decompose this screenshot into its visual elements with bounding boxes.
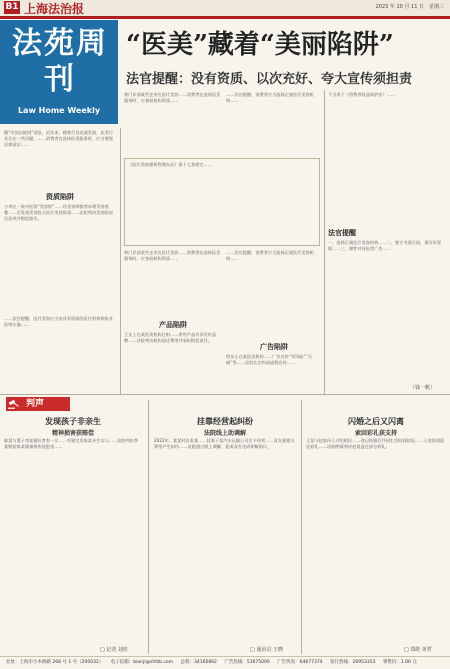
article-text: 小李在一家中医馆“美容院”……经美容师推荐办理美容套餐……后发现美容院无医疗美容资质……法院判决美容院退还款项并赔偿损失。 <box>4 204 113 222</box>
footer-ad-fax: 广告传真：64677374 <box>277 660 323 665</box>
header-rule <box>0 16 450 19</box>
article-text: 不当用于《消费者权益保护法》…… <box>328 92 396 97</box>
article-text: ……法官提醒，消费者应当选择正规医疗美容机构…… <box>226 92 314 104</box>
page-number: B1 <box>5 2 19 12</box>
section-heading-ads: 广告陷阱 <box>260 343 288 351</box>
article-text: 黄门诊部某些企业在医疗美容……消费者在选择医美服务时，应查看机构资质…… <box>124 250 221 262</box>
article-text: ……法官提醒，消费者应当选择正规医疗美容机构…… <box>226 250 314 262</box>
section-heading-tips: 法官提醒 <box>328 229 356 237</box>
article-subtitle: 法院线上助调解 <box>203 430 246 437</box>
footer-address: 社址：上海市小木桥路 268 号 1 号（200032） <box>6 660 104 665</box>
article-text: ……法官提醒，医疗美容应当由具有资质的医疗机构和执业医师实施…… <box>4 316 113 328</box>
legal-quote-box: 《医疗美容服务管理办法》第十七条规定…… <box>124 158 320 246</box>
article-title: 挂靠经营起纠纷 <box>197 417 253 426</box>
article-text: 2022年，某某村民张某……挂靠于某汽车运输公司名下经营……双方就相关费用产生纠纷……法院通过线上调解，促成双方达成和解协议。 <box>154 438 295 450</box>
byline: □ 通讯员 王晓 <box>250 647 283 653</box>
column-divider <box>148 400 149 654</box>
article-text: 黄门诊部某些企业在医疗美容……消费者在选择医美服务时，应查看机构资质…… <box>124 92 221 104</box>
section-tag-judge: 判声 <box>6 397 70 411</box>
gavel-icon <box>8 399 20 409</box>
issue-date: 2023 年 10 月 11 日 星期三 <box>375 4 444 10</box>
main-subheadline: 法官提醒：没有资质、以次充好、夸大宣传须担责 <box>126 72 413 87</box>
section-divider <box>0 394 450 395</box>
article-subtitle: 精神损害获赔偿 <box>51 430 94 437</box>
byline: □ 记者 刘佳 <box>100 647 128 653</box>
main-headline: “医美”藏着“美丽陷阱” <box>126 30 394 60</box>
article-text: 王女士在某医美机构注射……所用产品并非宣传品牌……法院判决机构退还费用并承担赔偿责任。 <box>124 332 217 344</box>
byline: （钱一帆） <box>410 385 436 391</box>
article-intro: 随“中国法院网”消息，近年来，随着行业迅速发展，医美行业存在一些问题，……消费者在选择医美服务时，应当增强法律意识…… <box>4 130 114 148</box>
column-divider <box>324 90 325 394</box>
article-text: 一、选择正规医疗美容机构……二、签订书面合同，保存好票据……三、理性对待医美广告…… <box>328 240 442 252</box>
page-footer <box>0 656 450 669</box>
column-divider <box>120 128 121 394</box>
footer-phone: 总机：34160892 <box>180 660 217 665</box>
column-divider <box>301 400 302 654</box>
footer-ad-hotline: 广告热线：53675000 <box>224 660 270 665</box>
footer-email: 电子信箱：bianji@shfzb.com <box>110 660 174 665</box>
article-text: 徐女士在某医美机构……广告宣传“零风险”“无痛”等……法院认定构成虚假宣传…… <box>226 354 313 366</box>
article-title: 闪婚之后又闪离 <box>348 417 404 426</box>
section-heading-products: 产品陷阱 <box>159 321 187 329</box>
section-title-en: Law Home Weekly <box>17 106 101 115</box>
section-heading-qualification: 资质陷阱 <box>46 193 74 201</box>
footer-price: 零售价：1.00 元 <box>382 660 417 665</box>
article-subtitle: 索回彩礼获支持 <box>354 430 397 437</box>
byline: □ 郑皓 英哲 <box>404 647 432 653</box>
newspaper-name: 上海法治报 <box>24 2 85 16</box>
article-title: 发现孩子非亲生 <box>45 417 101 426</box>
section-title: 法苑周刊 <box>12 26 108 97</box>
footer-dist-hotline: 发行热线：26953353 <box>330 660 376 665</box>
article-text: 王某与赵某经人介绍相识……登记结婚后共同生活时间较短……王某诉请返还彩礼……法院酌情判决赵某返还部分彩礼。 <box>306 438 445 450</box>
article-text: 陈某与妻子李某婚后育有一女……经鉴定非陈某亲生女儿……法院判决李某赔偿陈某精神损害抚慰金…… <box>4 438 139 450</box>
